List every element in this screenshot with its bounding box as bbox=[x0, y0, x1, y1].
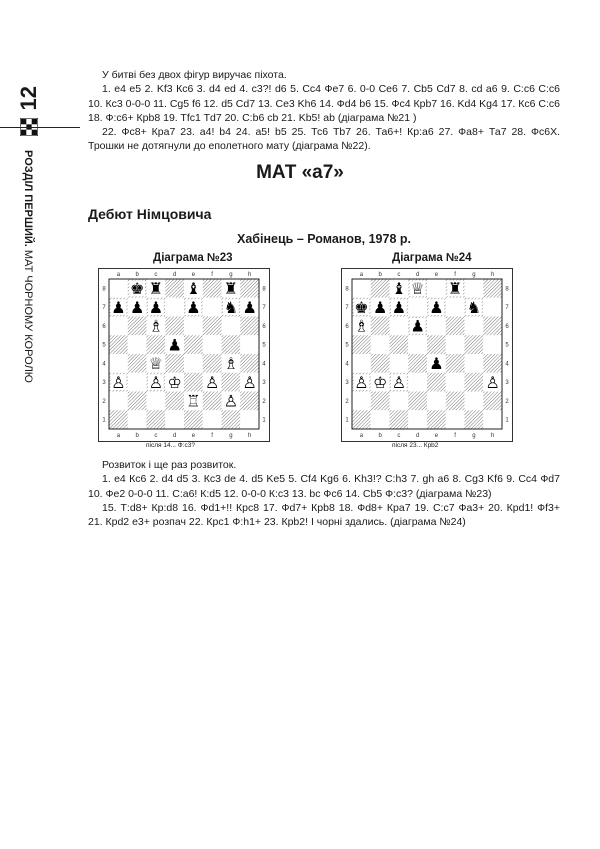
board-square bbox=[371, 410, 390, 429]
black-rook-icon: ♜ bbox=[447, 279, 463, 299]
board-square bbox=[109, 392, 128, 411]
black-bishop-icon: ♝ bbox=[186, 279, 201, 299]
file-label: e bbox=[191, 272, 196, 278]
body-text bbox=[88, 458, 560, 529]
file-label: b bbox=[135, 433, 139, 439]
board-square bbox=[165, 354, 184, 373]
board-square bbox=[128, 410, 147, 429]
white-bishop-icon: ♗ bbox=[223, 354, 239, 374]
rank-label: 1 bbox=[102, 417, 106, 424]
black-pawn-icon: ♟ bbox=[410, 316, 425, 336]
opening-name: Дебют Німцовича bbox=[88, 206, 212, 222]
rank-label: 1 bbox=[262, 417, 266, 424]
rank-label: 1 bbox=[505, 417, 509, 424]
board-square bbox=[465, 392, 484, 411]
board-square bbox=[203, 298, 222, 317]
board-square bbox=[352, 410, 371, 429]
board-square bbox=[408, 335, 427, 354]
board-square bbox=[465, 410, 484, 429]
file-label: g bbox=[472, 272, 476, 278]
board-square bbox=[446, 410, 465, 429]
paragraph: 15. Т:d8+ Кр:d8 16. Фd1+!! Крс8 17. Фd7+ Крb8 18. Фd8+ Кра7 19. С:с7 Фа3+ 20. Крd1! Фf3+ 21. Крd2 е3+ розпач 22. Крс1 Ф:h1+ 23. Крb2! І чорні здались. (діаграма №24) bbox=[88, 501, 560, 529]
board-square bbox=[446, 298, 465, 317]
board-square bbox=[371, 354, 390, 373]
board-square bbox=[109, 317, 128, 336]
board-square bbox=[128, 392, 147, 411]
file-label: f bbox=[454, 433, 456, 439]
rank-label: 5 bbox=[345, 342, 349, 349]
rank-label: 8 bbox=[102, 286, 106, 293]
board-square bbox=[465, 317, 484, 336]
file-label: g bbox=[229, 433, 233, 439]
board-square bbox=[408, 298, 427, 317]
rank-label: 6 bbox=[262, 323, 266, 330]
paragraph: У битві без двох фігур виручає піхота. bbox=[102, 69, 287, 81]
board-square bbox=[390, 335, 409, 354]
board-square bbox=[222, 317, 241, 336]
white-queen-icon: ♕ bbox=[410, 279, 425, 299]
file-label: a bbox=[116, 433, 121, 439]
board-square bbox=[240, 279, 259, 298]
board-square bbox=[184, 335, 203, 354]
board-square bbox=[184, 317, 203, 336]
board-square bbox=[165, 298, 184, 317]
black-pawn-icon: ♟ bbox=[372, 297, 388, 317]
file-label: d bbox=[415, 433, 420, 439]
board-square bbox=[165, 279, 184, 298]
file-label: c bbox=[154, 272, 158, 278]
board-square bbox=[371, 392, 390, 411]
board-square bbox=[483, 410, 502, 429]
rank-label: 7 bbox=[102, 305, 106, 312]
rank-label: 6 bbox=[102, 323, 106, 330]
chapter-label: РОЗДІЛ ПЕРШИЙ. bbox=[22, 150, 34, 247]
chapter-header bbox=[22, 150, 33, 383]
board-square bbox=[147, 392, 166, 411]
board-square bbox=[147, 410, 166, 429]
board-square bbox=[165, 410, 184, 429]
board-square bbox=[390, 392, 409, 411]
section-heading: МАТ «а7» bbox=[256, 162, 344, 183]
black-pawn-icon: ♟ bbox=[391, 297, 407, 317]
rank-label: 6 bbox=[345, 323, 349, 330]
board-square bbox=[465, 279, 484, 298]
black-pawn-icon: ♟ bbox=[186, 297, 201, 317]
chess-diagram bbox=[341, 268, 513, 442]
board-square bbox=[446, 392, 465, 411]
board-square bbox=[427, 335, 446, 354]
black-rook-icon: ♜ bbox=[223, 279, 239, 299]
file-label: c bbox=[154, 433, 158, 439]
file-label: d bbox=[172, 272, 177, 278]
board-square bbox=[408, 392, 427, 411]
board-square bbox=[109, 335, 128, 354]
board-square bbox=[240, 317, 259, 336]
page-number: 12 bbox=[16, 86, 41, 111]
file-label: h bbox=[490, 433, 495, 439]
paragraph: Розвиток і ще раз розвиток. bbox=[102, 459, 237, 471]
board-square bbox=[465, 373, 484, 392]
rank-label: 3 bbox=[505, 380, 509, 387]
white-pawn-icon: ♙ bbox=[223, 391, 239, 411]
board-square bbox=[446, 317, 465, 336]
board-square bbox=[128, 373, 147, 392]
board-square bbox=[427, 279, 446, 298]
board-square bbox=[352, 279, 371, 298]
board-square bbox=[352, 335, 371, 354]
black-pawn-icon: ♟ bbox=[167, 335, 182, 355]
board-square bbox=[128, 335, 147, 354]
file-label: c bbox=[397, 433, 401, 439]
white-queen-icon: ♕ bbox=[148, 354, 164, 374]
game-title: Хабінець – Романов, 1978 р. bbox=[237, 232, 411, 246]
board-square bbox=[371, 279, 390, 298]
paragraph: 22. Фс8+ Кра7 23. а4! b4 24. а5! b5 25. Тс6 Tb7 26. Та6+! Кр:а6 27. Фа8+ Та7 28. Фс6Х. Трошки не дотягнули до еполетного мату (діаграма №22). bbox=[88, 126, 560, 153]
black-pawn-icon: ♟ bbox=[129, 297, 145, 317]
board-square bbox=[390, 354, 409, 373]
rank-label: 4 bbox=[345, 361, 349, 368]
rank-label: 3 bbox=[345, 380, 349, 387]
file-label: h bbox=[247, 272, 252, 278]
board-square bbox=[408, 354, 427, 373]
diagram-caption: після 14... Ф:с3? bbox=[146, 442, 196, 449]
rank-label: 7 bbox=[505, 305, 509, 312]
white-pawn-icon: ♙ bbox=[391, 372, 407, 392]
board-square bbox=[483, 335, 502, 354]
board-square bbox=[352, 354, 371, 373]
board-square bbox=[371, 317, 390, 336]
white-pawn-icon: ♙ bbox=[111, 372, 126, 392]
file-label: e bbox=[191, 433, 196, 439]
intro-text bbox=[88, 68, 560, 154]
white-pawn-icon: ♙ bbox=[242, 372, 257, 392]
chessboard bbox=[342, 269, 512, 441]
board-square bbox=[240, 392, 259, 411]
rank-label: 5 bbox=[262, 342, 266, 349]
paragraph: 1. е4 Кс6 2. d4 d5 3. Кс3 de 4. d5 Ke5 5. Cf4 Kg6 6. Kh3!? C:h3 7. gh a6 8. Cg3 Kf6 9. Cc4 Фd7 10. Фе2 0-0-0 11. С:а6! К:d5 12. 0-0-0 К:с3 13. bc Фс6 14. Cb5 Ф:с3? (діаграма №23) bbox=[88, 473, 560, 500]
black-bishop-icon: ♝ bbox=[391, 279, 407, 299]
board-square bbox=[483, 392, 502, 411]
diagram-caption: після 23... Крb2 bbox=[392, 442, 439, 449]
file-label: a bbox=[116, 272, 121, 278]
rank-label: 8 bbox=[345, 286, 349, 293]
board-square bbox=[203, 317, 222, 336]
board-square bbox=[128, 354, 147, 373]
board-square bbox=[165, 392, 184, 411]
file-label: e bbox=[434, 272, 439, 278]
rank-label: 2 bbox=[505, 398, 509, 405]
board-square bbox=[465, 335, 484, 354]
rank-label: 7 bbox=[345, 305, 349, 312]
board-square bbox=[483, 298, 502, 317]
file-label: e bbox=[434, 433, 439, 439]
white-bishop-icon: ♗ bbox=[148, 316, 164, 336]
board-square bbox=[408, 410, 427, 429]
black-pawn-icon: ♟ bbox=[429, 297, 444, 317]
white-king-icon: ♔ bbox=[167, 372, 182, 392]
black-knight-icon: ♞ bbox=[223, 297, 239, 317]
board-square bbox=[371, 335, 390, 354]
board-square bbox=[427, 317, 446, 336]
board-square bbox=[465, 354, 484, 373]
board-square bbox=[203, 279, 222, 298]
black-king-icon: ♚ bbox=[354, 297, 369, 317]
file-label: h bbox=[490, 272, 495, 278]
board-square bbox=[184, 354, 203, 373]
rank-label: 5 bbox=[505, 342, 509, 349]
file-label: g bbox=[229, 272, 233, 278]
board-square bbox=[352, 392, 371, 411]
rank-label: 8 bbox=[262, 286, 266, 293]
board-square bbox=[240, 410, 259, 429]
board-square bbox=[408, 373, 427, 392]
chess-diagram bbox=[98, 268, 270, 442]
board-square bbox=[427, 392, 446, 411]
file-label: b bbox=[135, 272, 139, 278]
chapter-title: МАТ ЧОРНОМУ КОРОЛЮ bbox=[22, 249, 34, 383]
board-square bbox=[427, 410, 446, 429]
file-label: f bbox=[211, 272, 213, 278]
board-square bbox=[427, 373, 446, 392]
file-label: g bbox=[472, 433, 476, 439]
board-square bbox=[390, 410, 409, 429]
board-square bbox=[483, 317, 502, 336]
board-square bbox=[128, 317, 147, 336]
rank-label: 4 bbox=[262, 361, 266, 368]
board-square bbox=[222, 373, 241, 392]
white-pawn-icon: ♙ bbox=[148, 372, 164, 392]
white-rook-icon: ♖ bbox=[186, 391, 201, 411]
rank-label: 8 bbox=[505, 286, 509, 293]
diagram-title: Діаграма №24 bbox=[392, 252, 472, 264]
diagram-title: Діаграма №23 bbox=[153, 252, 233, 264]
board-square bbox=[109, 410, 128, 429]
rank-label: 7 bbox=[262, 305, 266, 312]
file-label: d bbox=[172, 433, 177, 439]
black-pawn-icon: ♟ bbox=[148, 297, 164, 317]
board-square bbox=[240, 354, 259, 373]
board-square bbox=[240, 335, 259, 354]
white-bishop-icon: ♗ bbox=[354, 316, 369, 336]
board-square bbox=[165, 317, 184, 336]
rank-label: 4 bbox=[102, 361, 106, 368]
rank-label: 1 bbox=[345, 417, 349, 424]
rank-label: 6 bbox=[505, 323, 509, 330]
board-square bbox=[483, 279, 502, 298]
board-square bbox=[483, 354, 502, 373]
board-square bbox=[446, 335, 465, 354]
black-pawn-icon: ♟ bbox=[242, 297, 257, 317]
file-label: d bbox=[415, 272, 420, 278]
board-square bbox=[184, 373, 203, 392]
white-king-icon: ♔ bbox=[372, 372, 388, 392]
file-label: f bbox=[211, 433, 213, 439]
file-label: h bbox=[247, 433, 252, 439]
black-king-icon: ♚ bbox=[129, 279, 145, 299]
file-label: a bbox=[359, 272, 364, 278]
board-square bbox=[222, 335, 241, 354]
paragraph: 1. е4 е5 2. Kf3 Кс6 3. d4 ed 4. с3?! d6 5. Сс4 Фе7 6. 0-0 Се6 7. Cb5 Cd7 8. cd а6 9. С:с6 С:с6 10. Кс3 0-0-0 11. Cg5 f6 12. d5 Cd7 13. Се3 Kh6 14. Фd4 b6 15. Фс4 Крb7 16. Kd4 Kg4 17. Кс6 С:с6 18. Ф:с6+ Крb8 19. Tfc1 Td7 20. С:b6 cb 21. Kb5! ab (діаграма №21 ) bbox=[88, 83, 560, 124]
white-pawn-icon: ♙ bbox=[354, 372, 369, 392]
board-square bbox=[390, 317, 409, 336]
file-label: a bbox=[359, 433, 364, 439]
file-label: b bbox=[378, 272, 382, 278]
black-pawn-icon: ♟ bbox=[429, 354, 444, 374]
rank-label: 2 bbox=[102, 398, 106, 405]
white-pawn-icon: ♙ bbox=[485, 372, 500, 392]
rank-label: 2 bbox=[262, 398, 266, 405]
rank-label: 2 bbox=[345, 398, 349, 405]
white-pawn-icon: ♙ bbox=[204, 372, 220, 392]
board-square bbox=[203, 410, 222, 429]
black-pawn-icon: ♟ bbox=[111, 297, 126, 317]
header-rule bbox=[0, 127, 80, 128]
board-square bbox=[446, 373, 465, 392]
black-rook-icon: ♜ bbox=[148, 279, 164, 299]
rank-label: 3 bbox=[102, 380, 106, 387]
file-label: b bbox=[378, 433, 382, 439]
board-square bbox=[222, 410, 241, 429]
board-square bbox=[203, 335, 222, 354]
file-label: c bbox=[397, 272, 401, 278]
board-square bbox=[203, 354, 222, 373]
rank-label: 5 bbox=[102, 342, 106, 349]
board-square bbox=[184, 410, 203, 429]
rank-label: 4 bbox=[505, 361, 509, 368]
rank-label: 3 bbox=[262, 380, 266, 387]
file-label: f bbox=[454, 272, 456, 278]
board-square bbox=[109, 354, 128, 373]
board-square bbox=[446, 354, 465, 373]
board-square bbox=[203, 392, 222, 411]
board-square bbox=[109, 279, 128, 298]
black-knight-icon: ♞ bbox=[466, 297, 482, 317]
board-square bbox=[147, 335, 166, 354]
chessboard bbox=[99, 269, 269, 441]
